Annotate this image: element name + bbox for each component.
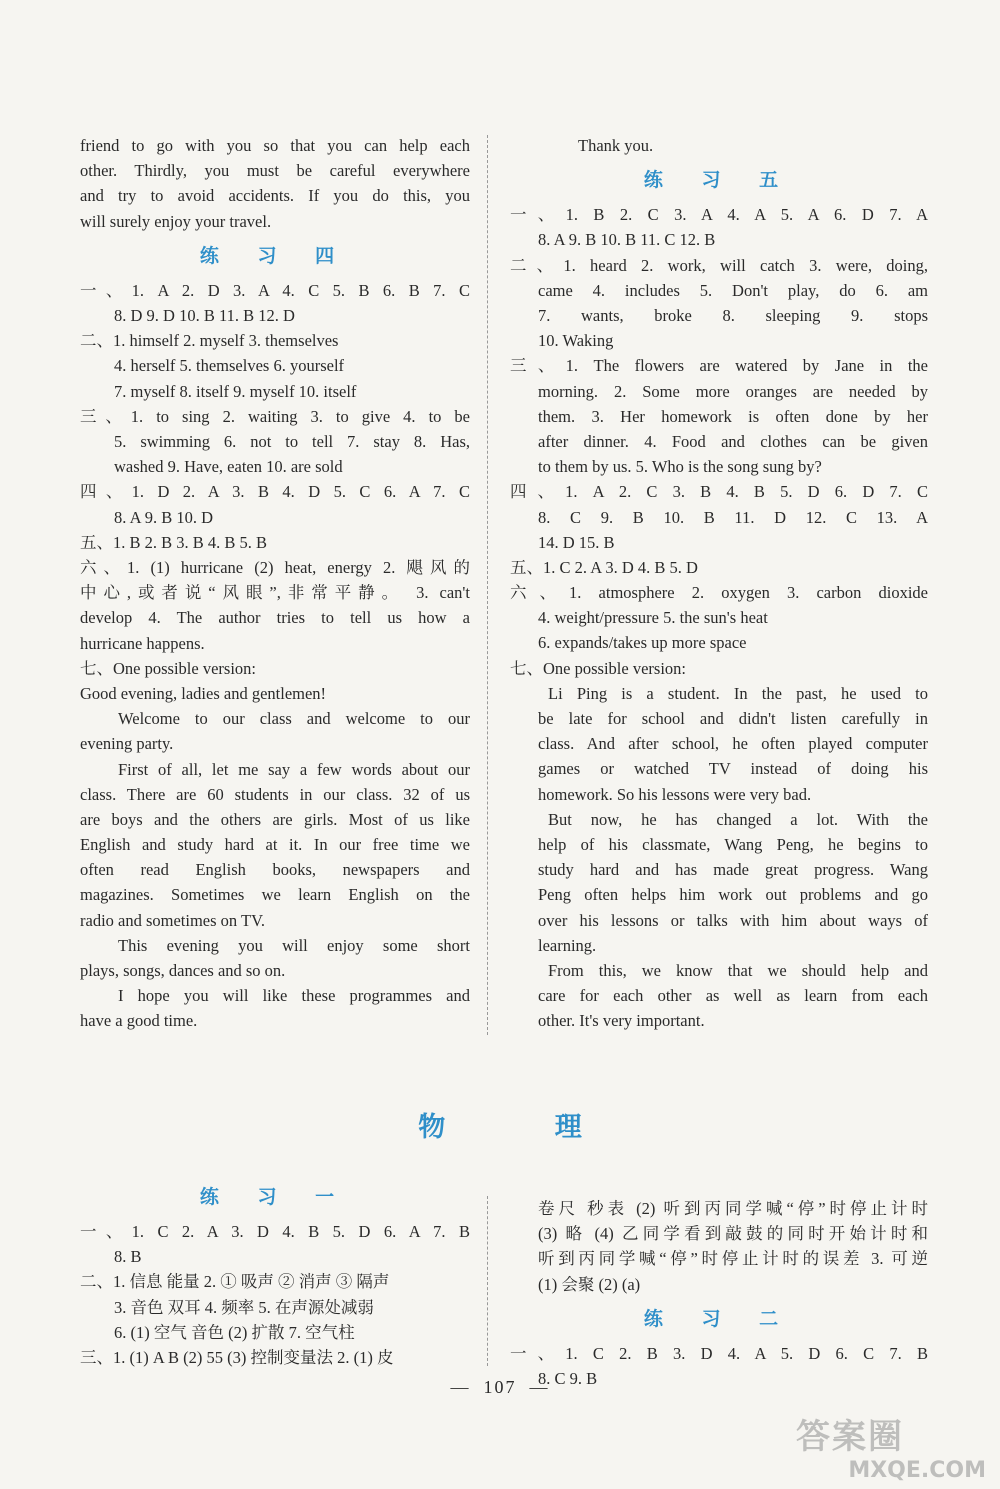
essay-line: Li Ping is a student. In the past, he used to [548,683,928,703]
essay-line: First of all, let me say a few words about our [118,759,470,779]
physics-right-column [510,1196,928,1391]
column-divider-bottom [487,1196,488,1366]
answer-line: 4. weight/pressure 5. the sun's heat [538,608,768,628]
answer-line: 7. myself 8. itself 9. myself 10. itself [114,381,357,401]
answer-line: 二、1. himself 2. myself 3. themselves [80,331,339,351]
page-number: — 107 — [450,1377,550,1397]
answer-line: morning. 2. Some more oranges are needed by [538,381,928,401]
essay-line: class. And after school, he often played computer [538,734,928,754]
answer-line: came 4. includes 5. Don't play, do 6. am [538,280,928,300]
essay-line: over his lessons or talks with him about ways of [538,910,928,930]
section-title-exercise-4: 练 习 四 [199,244,351,267]
essay-line: class. There are 60 students in our class. 32 of us [80,784,470,804]
essay-line: I hope you will like these programmes and [118,986,470,1006]
answer-line: Good evening, ladies and gentlemen! [80,683,327,703]
watermark-logo [796,1409,986,1483]
essay-line: Welcome to our class and welcome to our [118,709,470,729]
text-line: Thank you. [578,136,654,155]
answer-line: 4. herself 5. themselves 6. yourself [114,356,345,376]
answer-line: (3) 略 (4) 乙同学看到敲鼓的同时开始计时和 [538,1224,928,1244]
answer-line: 中心,或者说“风眼”,非常平静。 3. can't [80,583,470,603]
section-title-physics-exercise-1: 练 习 一 [199,1186,351,1208]
left-column [80,133,470,1034]
answer-line: 二、1. heard 2. work, will catch 3. were, doing, [510,255,928,275]
answer-line: 6. expands/takes up more space [538,633,747,653]
answer-line: 六、1. atmosphere 2. oxygen 3. carbon dioxide [510,583,928,603]
essay-line: care for each other as well as learn from each [538,986,928,1006]
section-title-exercise-5: 练 习 五 [643,169,795,192]
answer-line: 5. swimming 6. not to tell 7. stay 8. Has, [114,431,470,451]
essay-line: But now, he has changed a lot. With the [548,809,928,829]
essay-line: have a good time. [80,1011,198,1031]
answer-line: 六、1. (1) hurricane (2) heat, energy 2. 飓风的 [80,557,470,577]
answer-line: 三、1. to sing 2. waiting 3. to give 4. to be [80,406,470,426]
answer-line: 10. Waking [538,331,614,351]
answer-line: 四、1. D 2. A 3. B 4. D 5. C 6. A 7. C [80,482,470,502]
essay-line: evening party. [80,734,174,754]
essay-line: plays, songs, dances and so on. [80,961,286,981]
text-line: other. Thirdly, you must be careful everywhere [80,161,470,181]
answer-line: 七、One possible version: [510,658,686,678]
answer-line: after dinner. 4. Food and clothes can be given [538,431,928,451]
answer-line: 一、1. B 2. C 3. A 4. A 5. A 6. D 7. A [510,205,928,225]
answer-line: 一、1. C 2. B 3. D 4. A 5. D 6. C 7. B [510,1343,928,1363]
answer-line: washed 9. Have, eaten 10. are sold [114,457,343,477]
answer-line: 8. C 9. B 10. B 11. D 12. C 13. A [538,507,928,527]
physics-left-column [80,1175,470,1370]
essay-line: study hard and has made great progress. Wang [538,860,928,880]
watermark-text: 答案圈 [796,1417,904,1457]
text-line: friend to go with you so that you can help each [80,136,470,155]
answer-line: develop 4. The author tries to tell us how a [80,608,470,628]
watermark-url: MXQE.COM [848,1458,986,1483]
essay-line: be late for school and didn't listen carefully in [538,709,928,729]
essay-line: English and study hard at it. In our free time we [80,835,470,855]
answer-line: 卷尺 秒表 (2) 听到丙同学喊“停”时停止计时 [538,1199,928,1218]
essay-line: other. It's very important. [538,1011,705,1031]
physics-title: 物 理 [418,1112,632,1143]
text-line: and try to avoid accidents. If you do this, you [80,186,470,206]
answer-line: 五、1. C 2. A 3. D 4. B 5. D [510,557,698,577]
answer-line: 8. C 9. B [538,1368,598,1388]
essay-line: learning. [538,935,597,955]
answer-line: 8. A 9. B 10. B 11. C 12. B [538,230,716,250]
essay-line: often read English books, newspapers and [80,860,470,880]
right-column [510,133,928,1034]
essay-line: Peng often helps him work out problems and go [538,885,928,905]
essay-line: magazines. Sometimes we learn English on the [80,885,470,905]
answer-line: 14. D 15. B [538,532,615,552]
essay-line: This evening you will enjoy some short [118,935,470,955]
answer-line: 三、1. The flowers are watered by Jane in the [510,356,928,376]
answer-line: 五、1. B 2. B 3. B 4. B 5. B [80,532,268,552]
answer-line: 6. (1) 空气 音色 (2) 扩散 7. 空气柱 [114,1322,355,1342]
essay-line: homework. So his lessons were very bad. [538,784,812,804]
essay-line: are boys and the others are girls. Most of us like [80,809,470,829]
answer-line: 一、1. C 2. A 3. D 4. B 5. D 6. A 7. B [80,1222,470,1241]
answer-line: 8. D 9. D 10. B 11. B 12. D [114,305,295,325]
answer-line: hurricane happens. [80,633,205,653]
answer-line: to them by us. 5. Who is the song sung by? [538,457,822,477]
answer-line: 二、1. 信息 能量 2. ① 吸声 ② 消声 ③ 隔声 [80,1272,390,1292]
answer-line: 七、One possible version: [80,658,256,678]
essay-line: games or watched TV instead of doing his [538,759,928,779]
answer-line: 一、1. A 2. D 3. A 4. C 5. B 6. B 7. C [80,280,470,300]
essay-line: From this, we know that we should help and [548,960,928,980]
answer-line: 8. A 9. B 10. D [114,507,214,527]
page-number-value: 107 [483,1377,517,1397]
answer-line: 8. B [114,1247,142,1267]
answer-line: 3. 音色 双耳 4. 频率 5. 在声源处减弱 [114,1297,374,1317]
essay-line: radio and sometimes on TV. [80,910,265,930]
column-divider-top [487,135,488,1035]
essay-line: help of his classmate, Wang Peng, he begins to [538,835,928,855]
section-title-physics-exercise-2: 练 习 二 [643,1307,795,1330]
text-line: will surely enjoy your travel. [80,211,272,231]
answer-line: (1) 会聚 (2) (a) [538,1274,641,1294]
answer-line: 四、1. A 2. C 3. B 4. B 5. D 6. D 7. C [510,482,928,502]
answer-line: them. 3. Her homework is often done by her [538,406,928,426]
answer-line: 三、1. (1) A B (2) 55 (3) 控制变量法 2. (1) 皮 [80,1348,394,1367]
answer-line: 7. wants, broke 8. sleeping 9. stops [538,305,928,325]
answer-line: 听到丙同学喊“停”时停止计时的误差 3. 可逆 [538,1249,928,1269]
